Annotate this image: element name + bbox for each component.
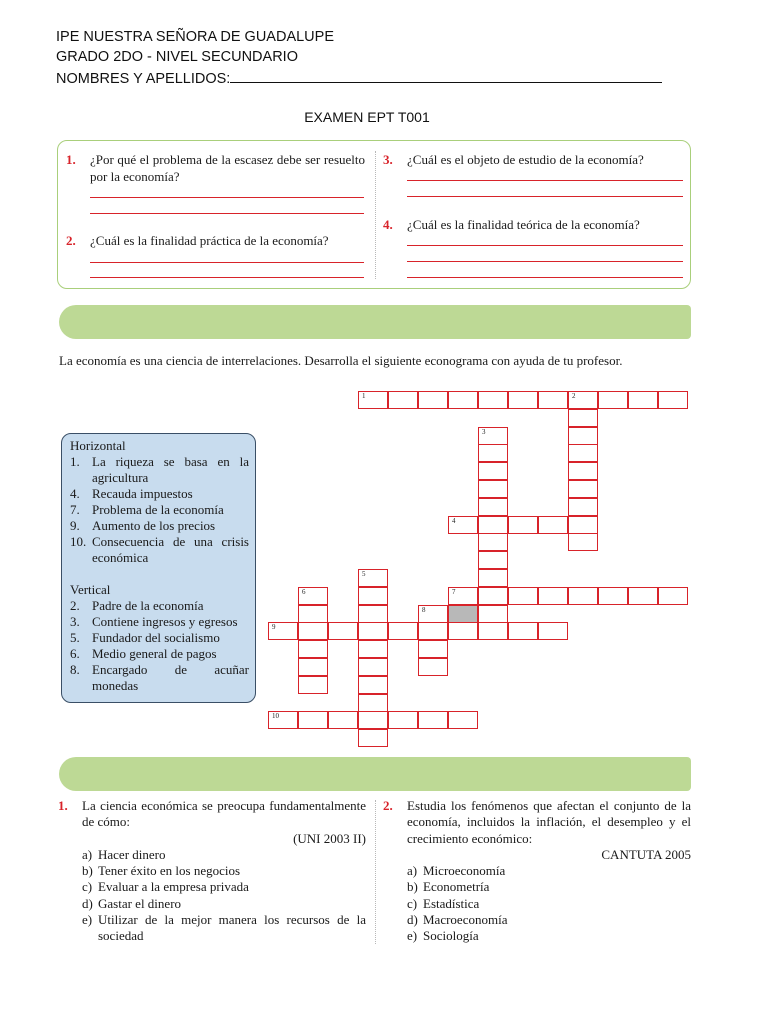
question-text: ¿Por qué el problema de la escasez debe ser resuelto por la economía? (90, 152, 365, 184)
exam-title: EXAMEN EPT T001 (304, 109, 430, 125)
crossword-cell[interactable] (298, 676, 328, 694)
name-label: NOMBRES Y APELLIDOS: (56, 71, 231, 87)
crossword-cell[interactable] (358, 569, 388, 587)
crossword-cell[interactable] (478, 622, 508, 640)
crossword-cell[interactable] (478, 569, 508, 587)
crossword-cell[interactable] (448, 516, 478, 534)
crossword-cell[interactable] (478, 462, 508, 480)
clue-vertical-3: 3. Contiene ingresos y egresos (70, 614, 238, 629)
answer-line[interactable] (407, 277, 683, 278)
option-c[interactable]: c) Evaluar a la empresa privada (82, 879, 249, 895)
crossword-cell[interactable] (568, 587, 598, 605)
clue-vertical-6: 6. Medio general de pagos (70, 646, 217, 661)
crossword-instructions: La economía es una ciencia de interrelaciones. Desarrolla el siguiente econograma con ayuda de tu profesor. (59, 353, 623, 368)
crossword-cell[interactable] (538, 587, 568, 605)
crossword-cell[interactable] (298, 622, 328, 640)
crossword-cell[interactable] (268, 711, 298, 729)
crossword-cell[interactable] (298, 658, 328, 676)
crossword-clue-number: 3 (482, 427, 486, 436)
crossword-cell[interactable] (508, 516, 538, 534)
crossword-cell[interactable] (418, 658, 448, 676)
crossword-cell[interactable] (478, 516, 508, 534)
name-answer-line[interactable] (230, 70, 662, 83)
crossword-cell[interactable] (358, 711, 388, 729)
option-d[interactable]: d) Gastar el dinero (82, 895, 182, 911)
crossword-cell[interactable] (418, 605, 448, 623)
option-b[interactable]: b) Econometría (407, 879, 490, 895)
mc-question-2 (383, 798, 691, 945)
crossword-cell[interactable] (298, 587, 328, 605)
crossword-clue-number: 1 (362, 392, 366, 400)
option-e[interactable]: e) Sociología (407, 928, 479, 944)
crossword-clue-number: 7 (452, 587, 456, 596)
crossword-cell[interactable] (508, 587, 538, 605)
clue-horizontal-4: 4. Recauda impuestos (70, 486, 193, 501)
column-divider (375, 151, 376, 279)
grade-level: GRADO 2DO - NIVEL SECUNDARIO (56, 49, 298, 65)
crossword-cell[interactable] (388, 622, 418, 640)
crossword-cell[interactable] (448, 391, 478, 409)
crossword-cell[interactable] (478, 498, 508, 516)
crossword-cell[interactable] (568, 480, 598, 498)
crossword-clue-number: 9 (272, 623, 276, 632)
horizontal-heading: Horizontal (70, 438, 126, 453)
question-3 (383, 151, 683, 168)
crossword-clue-number: 10 (272, 712, 279, 721)
crossword-cell[interactable] (358, 605, 388, 623)
crossword-cell[interactable] (658, 587, 688, 605)
crossword-cell[interactable] (298, 605, 328, 623)
column-divider (375, 800, 376, 944)
crossword-cell[interactable] (478, 551, 508, 569)
crossword-cell[interactable] (658, 391, 688, 409)
crossword-cell[interactable] (448, 587, 478, 605)
clue-vertical-2: 2. Padre de la economía (70, 598, 204, 613)
crossword-cell[interactable] (268, 622, 298, 640)
crossword-clue-number: 5 (362, 570, 366, 578)
answer-line[interactable] (90, 197, 364, 198)
crossword-cell[interactable] (448, 622, 478, 640)
crossword-cell[interactable] (478, 605, 508, 623)
crossword-cell[interactable] (298, 711, 328, 729)
crossword-cell[interactable] (538, 622, 568, 640)
crossword-cell[interactable] (568, 444, 598, 462)
crossword-clue-number: 4 (452, 516, 456, 525)
crossword-cell[interactable] (418, 640, 448, 658)
crossword-clue-number: 2 (572, 392, 576, 400)
crossword-cell-shaded[interactable] (448, 605, 478, 623)
option-e[interactable]: e) Utilizar de la mejor manera los recursos de la sociedad (82, 912, 366, 944)
option-d[interactable]: d) Macroeconomía (407, 912, 508, 928)
crossword-cell[interactable] (478, 480, 508, 498)
crossword-cell[interactable] (628, 587, 658, 605)
crossword-cell[interactable] (478, 427, 508, 445)
name-field-row (56, 70, 662, 87)
question-text: ¿Cuál es el objeto de estudio de la economía? (407, 152, 644, 167)
crossword-cell[interactable] (568, 498, 598, 516)
mc-question-1 (58, 798, 366, 945)
question-number: 1. (58, 798, 68, 813)
crossword-cell[interactable] (418, 391, 448, 409)
answer-line[interactable] (90, 262, 364, 263)
crossword-cell[interactable] (448, 711, 478, 729)
question-number: 2. (66, 233, 76, 248)
crossword-cell[interactable] (568, 409, 598, 427)
crossword-clue-number: 8 (422, 605, 426, 614)
option-a[interactable]: a) Hacer dinero (82, 846, 166, 862)
crossword-cell[interactable] (358, 676, 388, 694)
crossword-cell[interactable] (418, 711, 448, 729)
crossword-cell[interactable] (478, 391, 508, 409)
clue-horizontal-10: 10. Consecuencia de una crisis económica (70, 534, 249, 565)
question-number: 4. (383, 217, 393, 232)
crossword-cell[interactable] (388, 391, 418, 409)
section-header-bar (59, 757, 691, 791)
question-2 (66, 232, 365, 249)
crossword-cell[interactable] (358, 587, 388, 605)
crossword-cell[interactable] (358, 640, 388, 658)
crossword-cell[interactable] (418, 622, 448, 640)
clue-horizontal-7: 7. Problema de la economía (70, 502, 224, 517)
crossword-cell[interactable] (598, 587, 628, 605)
crossword-cell[interactable] (478, 533, 508, 551)
question-number: 3. (383, 152, 393, 167)
clue-vertical-8: 8. Encargado de acuñar monedas (70, 662, 249, 693)
question-source: CANTUTA 2005 (601, 846, 691, 862)
crossword-cell[interactable] (328, 622, 358, 640)
question-text: ¿Cuál es la finalidad práctica de la economía? (90, 233, 329, 248)
question-number: 2. (383, 798, 393, 813)
crossword-clue-number: 6 (302, 587, 306, 596)
option-b[interactable]: b) Tener éxito en los negocios (82, 863, 241, 879)
clue-horizontal-1: 1. La riqueza se basa en la agricultura (70, 454, 249, 485)
answer-line[interactable] (90, 277, 364, 278)
crossword-cell[interactable] (508, 391, 538, 409)
crossword-cell[interactable] (568, 516, 598, 534)
question-text: Estudia los fenómenos que afectan el conjunto de la economía, incluidos la inflación, el desempleo y el crecimiento económico: (407, 798, 691, 846)
crossword-cell[interactable] (388, 711, 418, 729)
crossword-cell[interactable] (538, 516, 568, 534)
question-text: ¿Cuál es la finalidad teórica de la economía? (407, 217, 640, 232)
crossword-clues-box (61, 433, 256, 703)
answer-line[interactable] (407, 180, 683, 181)
option-c[interactable]: c) Estadística (407, 895, 480, 911)
option-a[interactable]: a) Microeconomía (407, 863, 506, 879)
crossword-cell[interactable] (598, 391, 628, 409)
crossword-cell[interactable] (628, 391, 658, 409)
question-source: (UNI 2003 II) (293, 830, 366, 846)
crossword-cell[interactable] (328, 711, 358, 729)
crossword-cell[interactable] (358, 658, 388, 676)
crossword-cell[interactable] (568, 462, 598, 480)
crossword-cell[interactable] (538, 391, 568, 409)
vertical-heading: Vertical (70, 582, 111, 597)
answer-line[interactable] (407, 261, 683, 262)
crossword-cell[interactable] (358, 391, 388, 409)
school-name: IPE NUESTRA SEÑORA DE GUADALUPE (56, 29, 334, 45)
crossword-cell[interactable] (358, 622, 388, 640)
crossword-cell[interactable] (568, 533, 598, 551)
question-text: La ciencia económica se preocupa fundamentalmente de cómo: (82, 798, 366, 830)
crossword-cell[interactable] (568, 391, 598, 409)
crossword-cell[interactable] (478, 587, 508, 605)
crossword-cell[interactable] (298, 640, 328, 658)
question-1 (66, 151, 365, 185)
answer-line[interactable] (407, 196, 683, 197)
section-header-bar (59, 305, 691, 339)
question-4 (383, 216, 683, 233)
crossword-cell[interactable] (478, 444, 508, 462)
crossword-cell[interactable] (358, 694, 388, 712)
question-number: 1. (66, 152, 76, 167)
answer-line[interactable] (90, 213, 364, 214)
clue-vertical-5: 5. Fundador del socialismo (70, 630, 220, 645)
answer-line[interactable] (407, 245, 683, 246)
clue-horizontal-9: 9. Aumento de los precios (70, 518, 216, 533)
crossword-cell[interactable] (358, 729, 388, 747)
crossword-cell[interactable] (508, 622, 538, 640)
crossword-cell[interactable] (568, 427, 598, 445)
